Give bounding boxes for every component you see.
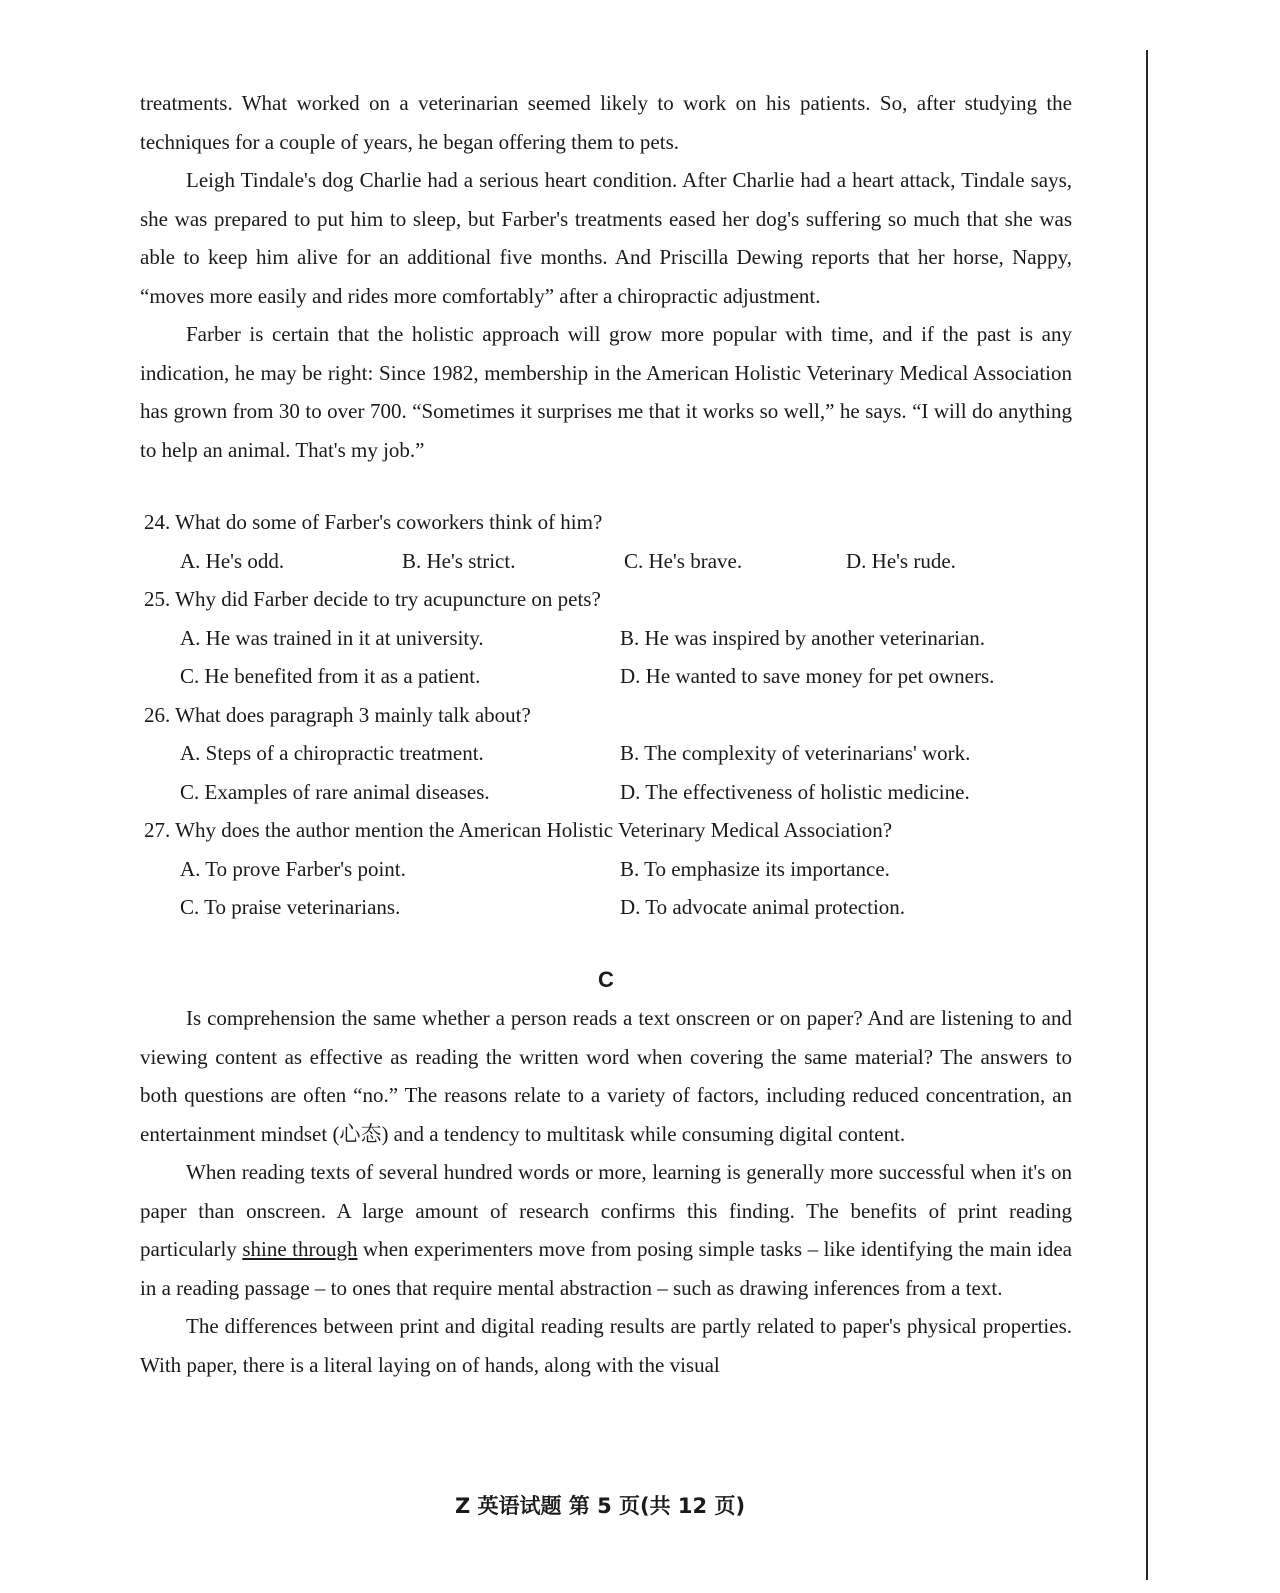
page-content (140, 84, 1072, 1384)
passage-c-paragraph-1: Is comprehension the same whether a person reads a text onscreen or on paper? And are listening to and viewing content as effective as reading the written word when covering the same material? The answers to both questions are often “no.” The reasons relate to a variety of factors, including reduced concentration, an entertainment mindset (心态) and a tendency to multitask while consuming digital content. (140, 1006, 1072, 1146)
passage-c-p2-text-after: when experimenters move from posing simple tasks – like identifying the main idea in a reading passage – to ones that require mental abstraction – such as drawing inferences from a text. (140, 1237, 1072, 1300)
question-25-options-row-1 (140, 619, 1072, 658)
page-footer: Z 英语试题 第 5 页(共 12 页) (454, 1494, 746, 1518)
passage-c-paragraph-2 (140, 1153, 1072, 1307)
margin-rule (1146, 50, 1148, 1580)
question-25-option-b: B. He was inspired by another veterinarian. (620, 625, 986, 650)
passage-b-paragraph-2: Leigh Tindale's dog Charlie had a serious heart condition. After Charlie had a heart attack, Tindale says, she was prepared to put him to sleep, but Farber's treatments eased her dog's suffering so much that she was able to keep him alive for an additional five months. And Priscilla Dewing reports that her horse, Nappy, “moves more easily and rides more comfortably” after a chiropractic adjustment. (140, 168, 1072, 308)
question-27-options-row-1 (140, 850, 1072, 889)
question-25-option-d: D. He wanted to save money for pet owners. (620, 664, 995, 688)
question-26-stem: 26. What does paragraph 3 mainly talk about? (144, 702, 531, 727)
question-list (140, 503, 1072, 927)
question-27-option-a: A. To prove Farber's point. (180, 856, 406, 881)
question-26-options-row-2 (140, 773, 1072, 812)
question-26-option-c: C. Examples of rare animal diseases. (180, 779, 490, 804)
question-24-option-c: C. He's brave. (624, 548, 743, 573)
passage-c-p2-text-before: When reading texts of several hundred words or more, learning is generally more successful when it's on paper than onscreen. A large amount of research confirms this finding. The benefits of print reading particularly (140, 1160, 1072, 1261)
question-26-option-b: B. The complexity of veterinarians' work. (620, 741, 971, 765)
question-25-options-row-2 (140, 657, 1072, 696)
passage-c-paragraph-3: The differences between print and digital reading results are partly related to paper's physical properties. With paper, there is a literal laying on of hands, along with the visual (140, 1314, 1072, 1377)
question-27-option-b: B. To emphasize its importance. (620, 856, 890, 881)
question-26-option-a: A. Steps of a chiropractic treatment. (180, 741, 484, 765)
question-27-stem: 27. Why does the author mention the American Holistic Veterinary Medical Association? (144, 818, 893, 842)
underlined-phrase: shine through (242, 1237, 358, 1261)
passage-b-paragraph-1: treatments. What worked on a veterinarian seemed likely to work on his patients. So, after studying the techniques for a couple of years, he began offering them to pets. (140, 91, 1072, 154)
question-24-options (140, 542, 1072, 581)
question-24-stem: 24. What do some of Farber's coworkers think of him? (144, 510, 603, 534)
question-27-options-row-2 (140, 888, 1072, 927)
question-26-options-row-1 (140, 734, 1072, 773)
question-24-option-a: A. He's odd. (180, 548, 285, 573)
question-24-option-b: B. He's strict. (402, 548, 516, 573)
passage-b-paragraph-3: Farber is certain that the holistic approach will grow more popular with time, and if the past is any indication, he may be right: Since 1982, membership in the American Holistic Veterinary Medical Association has grown from 30 to over 700. “Sometimes it surprises me that it works so well,” he says. “I will do anything to help an animal. That's my job.” (140, 322, 1072, 462)
question-26-option-d: D. The effectiveness of holistic medicine. (620, 779, 970, 804)
section-title-c: C (598, 966, 614, 992)
question-24-option-d: D. He's rude. (846, 548, 956, 573)
question-25-option-a: A. He was trained in it at university. (180, 625, 484, 650)
question-27-option-d: D. To advocate animal protection. (620, 895, 906, 919)
question-27-option-c: C. To praise veterinarians. (180, 895, 401, 919)
question-25-stem: 25. Why did Farber decide to try acupuncture on pets? (144, 587, 601, 611)
question-25-option-c: C. He benefited from it as a patient. (180, 664, 481, 688)
